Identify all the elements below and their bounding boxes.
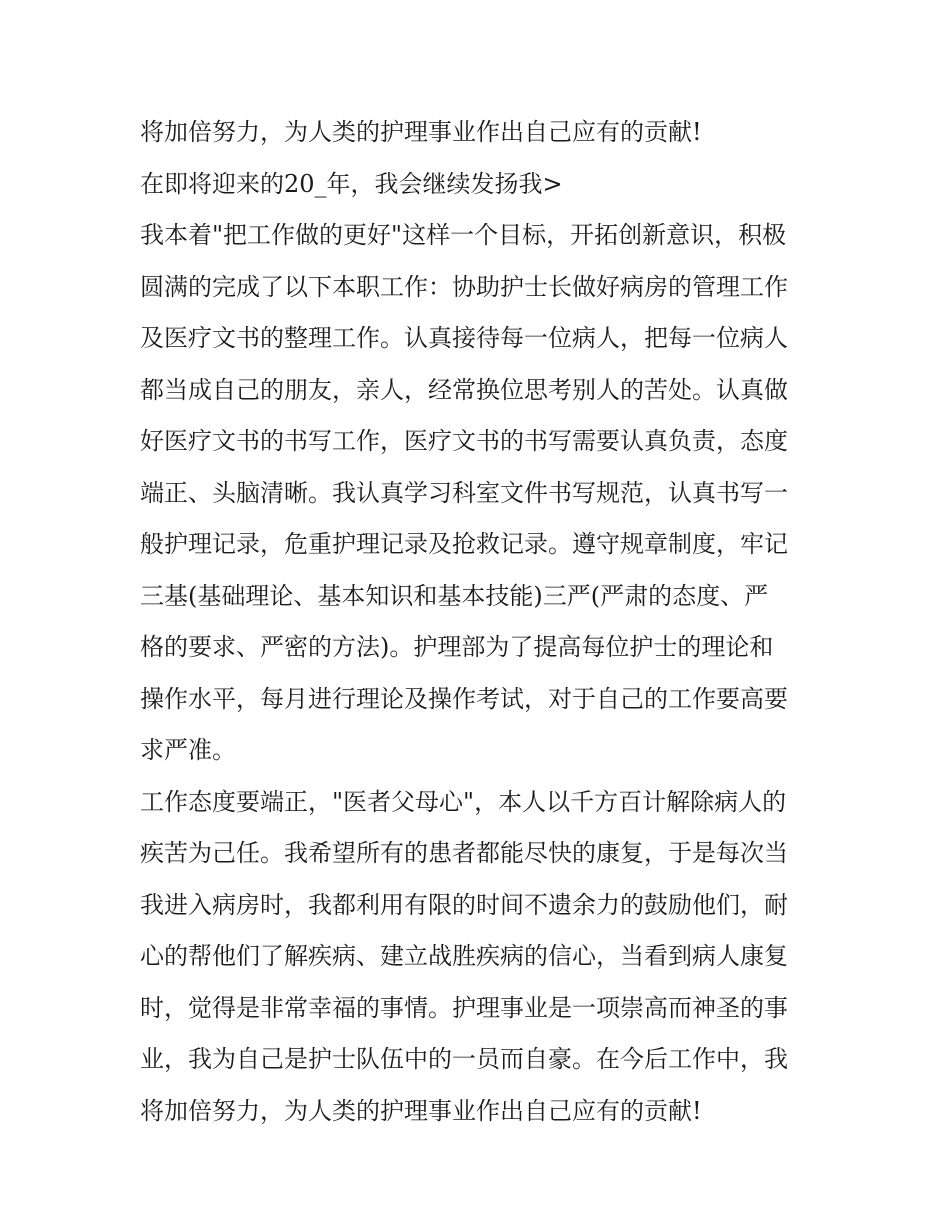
text-line: 及医疗文书的整理工作。认真接待每一位病人，把每一位病人 [140, 324, 788, 352]
text-line: 端正、头脑清晰。我认真学习科室文件书写规范，认真书写一 [140, 478, 788, 507]
text-line: 我本着"把工作做的更好"这样一个目标，开拓创新意识，积极 [140, 221, 787, 249]
text-line: 都当成自己的朋友，亲人，经常换位思考别人的苦处。认真做 [140, 375, 788, 404]
text-line: 疾苦为己任。我希望所有的患者都能尽快的康复，于是每次当 [140, 839, 788, 867]
text-line: 操作水平，每月进行理论及操作考试，对于自己的工作要高要 [140, 684, 788, 713]
text-line: 般护理记录，危重护理记录及抢救记录。遵守规章制度，牢记 [140, 530, 788, 558]
text-line: 格的要求、严密的方法)。护理部为了提高每位护士的理论和 [140, 633, 774, 661]
text-line: 工作态度要端正，"医者父母心"，本人以千方百计解除病人的 [140, 787, 787, 816]
text-line: 将加倍努力，为人类的护理事业作出自己应有的贡献! [140, 118, 702, 146]
text-line: 心的帮他们了解疾病、建立战胜疾病的信心，当看到病人康复 [140, 942, 788, 970]
document-body [140, 107, 820, 1137]
text-line: 三基(基础理论、基本知识和基本技能)三严(严肃的态度、严 [140, 581, 769, 610]
text-line: 在即将迎来的20_年，我会继续发扬我> [140, 169, 563, 198]
text-line: 圆满的完成了以下本职工作：协助护士长做好病房的管理工作 [140, 272, 788, 301]
text-line: 好医疗文书的书写工作，医疗文书的书写需要认真负责，态度 [140, 427, 788, 455]
text-line: 我进入病房时，我都利用有限的时间不遗余力的鼓励他们，耐 [140, 890, 788, 919]
text-line: 业，我为自己是护士队伍中的一员而自豪。在今后工作中，我 [140, 1045, 788, 1073]
text-line: 求严准。 [140, 736, 236, 764]
text-line: 时，觉得是非常幸福的事情。护理事业是一项崇高而神圣的事 [140, 993, 788, 1022]
text-line: 将加倍努力，为人类的护理事业作出自己应有的贡献! [140, 1096, 702, 1125]
